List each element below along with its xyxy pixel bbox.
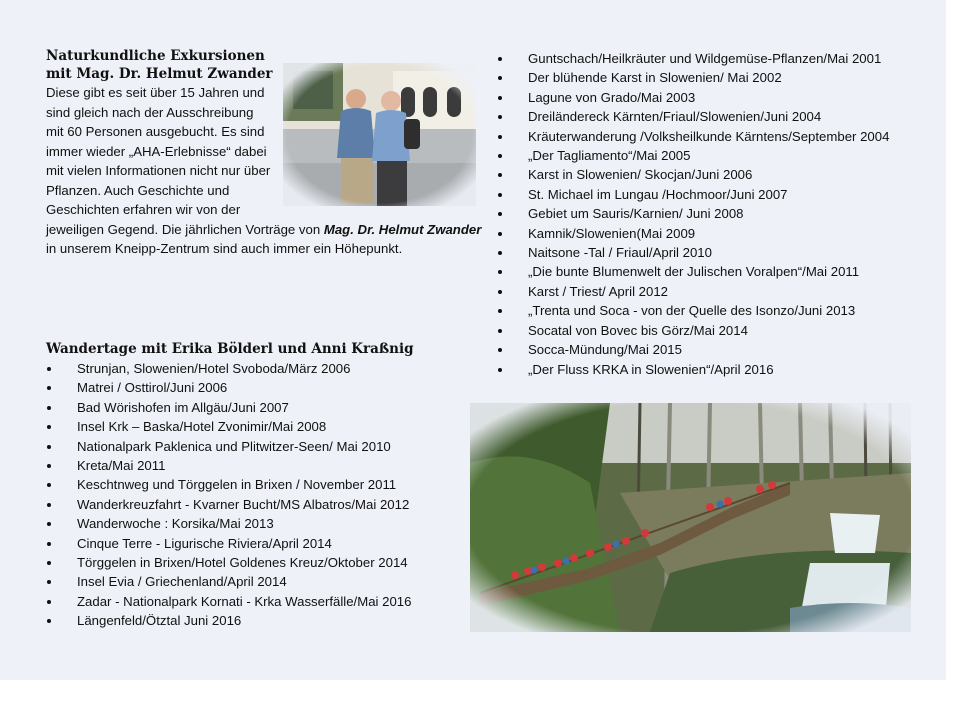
trip-list-item: Gebiet um Sauris/Karnien/ Juni 2008 — [497, 204, 937, 223]
photo-hikers-waterfall — [470, 403, 911, 632]
trip-list-item: Naitsone -Tal / Friaul/April 2010 — [497, 243, 937, 262]
trip-list-item: Kamnik/Slowenien(Mai 2009 — [497, 224, 937, 243]
trip-list-item: „Die bunte Blumenwelt der Julischen Voralpen“/Mai 2011 — [497, 262, 937, 281]
wandertage-title: Wandertage mit Erika Bölderl und Anni Kraßnig — [46, 341, 414, 357]
trip-list-item: Guntschach/Heilkräuter und Wildgemüse-Pflanzen/Mai 2001 — [497, 49, 937, 68]
trip-list-item: Der blühende Karst in Slowenien/ Mai 2002 — [497, 68, 937, 87]
exkursionen-text-name: Mag. Dr. Helmut Zwander — [323, 221, 482, 237]
wandertag-list-item: Kreta/Mai 2011 — [46, 456, 466, 475]
exkursionen-section — [46, 47, 482, 259]
wandertag-list-item: Matrei / Osttirol/Juni 2006 — [46, 378, 466, 397]
exkursionen-text-a: Diese gibt es seit über 15 Jahren und sind gleich nach der Ausschreibung mit 60 Personen ausgebucht. Es sind immer wieder „AHA-Erlebnisse“ dabei mit vielen Informationen nicht nur über Pflanzen. Auch Geschichte und Geschichten erfahren wir von der jeweiligen Gegend. Die jährlichen Vorträge von — [46, 85, 324, 237]
wandertag-list-item: Bad Wörishofen im Allgäu/Juni 2007 — [46, 398, 466, 417]
wandertag-list-item: Längenfeld/Ötztal Juni 2016 — [46, 611, 466, 630]
wandertag-list-item: Insel Evia / Griechenland/April 2014 — [46, 572, 466, 591]
wandertag-list-item: Törggelen in Brixen/Hotel Goldenes Kreuz/Oktober 2014 — [46, 553, 466, 572]
trip-list-item: Socatal von Bovec bis Görz/Mai 2014 — [497, 321, 937, 340]
trip-list-item: St. Michael im Lungau /Hochmoor/Juni 2007 — [497, 185, 937, 204]
trip-list-item: „Der Fluss KRKA in Slowenien“/April 2016 — [497, 360, 937, 379]
exkursionen-text-b: in unserem Kneipp-Zentrum sind auch immer ein Höhepunkt. — [46, 241, 403, 256]
wandertag-list-item: Keschtnweg und Törggelen in Brixen / November 2011 — [46, 475, 466, 494]
trip-list-item: Kräuterwanderung /Volksheilkunde Kärntens/September 2004 — [497, 127, 937, 146]
trip-list-item: „Trenta und Soca - von der Quelle des Isonzo/Juni 2013 — [497, 301, 937, 320]
exkursionen-trip-list — [497, 49, 937, 379]
trip-list-item: Lagune von Grado/Mai 2003 — [497, 88, 937, 107]
wandertag-list-item: Nationalpark Paklenica und Plitwitzer-Seen/ Mai 2010 — [46, 437, 466, 456]
wandertag-list-item: Wanderkreuzfahrt - Kvarner Bucht/MS Albatros/Mai 2012 — [46, 495, 466, 514]
trip-list-item: Socca-Mündung/Mai 2015 — [497, 340, 937, 359]
wandertage-section — [46, 340, 466, 631]
trip-list-item: Dreiländereck Kärnten/Friaul/Slowenien/Juni 2004 — [497, 107, 937, 126]
trip-list-item: „Der Tagliamento“/Mai 2005 — [497, 146, 937, 165]
trip-list-item: Karst / Triest/ April 2012 — [497, 282, 937, 301]
wandertag-list-item: Insel Krk – Baska/Hotel Zvonimir/Mai 2008 — [46, 417, 466, 436]
wandertag-list-item: Strunjan, Slowenien/Hotel Svoboda/März 2006 — [46, 359, 466, 378]
exkursionen-title: Naturkundliche Exkursionen mit Mag. Dr. Helmut Zwander — [46, 48, 273, 82]
wandertag-list-item: Cinque Terre - Ligurische Riviera/April 2014 — [46, 534, 466, 553]
photo-two-men — [283, 63, 476, 206]
wandertag-list-item: Wanderwoche : Korsika/Mai 2013 — [46, 514, 466, 533]
trip-list-item: Karst in Slowenien/ Skocjan/Juni 2006 — [497, 165, 937, 184]
wandertag-list-item: Zadar - Nationalpark Kornati - Krka Wasserfälle/Mai 2016 — [46, 592, 466, 611]
